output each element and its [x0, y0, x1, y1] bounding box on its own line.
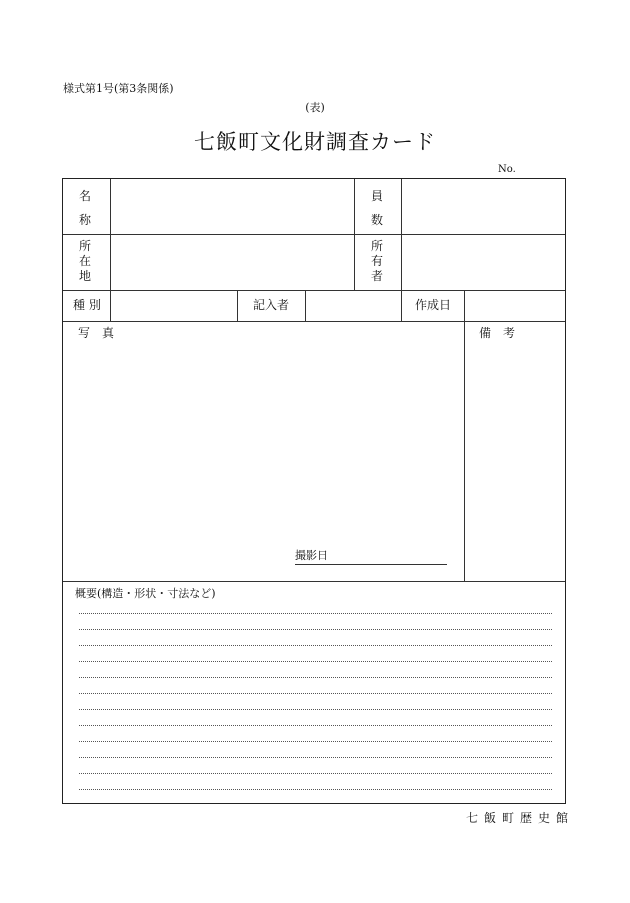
- row-divider: [63, 321, 565, 322]
- form-number-note: 様式第1号(第3条関係): [63, 82, 174, 95]
- col-divider: [110, 179, 111, 290]
- col-divider: [305, 290, 306, 321]
- recorder-label: 記入者: [253, 298, 290, 312]
- col-divider: [401, 290, 402, 321]
- writing-line: [79, 789, 552, 790]
- row-divider: [63, 234, 565, 235]
- writing-line: [79, 613, 552, 614]
- number-label: No.: [498, 164, 516, 175]
- writing-line: [79, 709, 552, 710]
- photo-date-underline: [295, 564, 447, 565]
- page-title: 七飯町文化財調査カード: [194, 130, 436, 154]
- owner-label: 所 有 者: [371, 239, 384, 283]
- writing-line: [79, 693, 552, 694]
- overview-label: 概要(構造・形状・寸法など): [75, 587, 216, 600]
- col-divider: [237, 290, 238, 321]
- writing-line: [79, 661, 552, 662]
- writing-line: [79, 757, 552, 758]
- name-label: 名 称: [79, 189, 92, 227]
- location-label: 所 在 地: [79, 239, 92, 283]
- writing-line: [79, 773, 552, 774]
- col-divider: [354, 179, 355, 290]
- writing-line: [79, 741, 552, 742]
- photo-date-label: 撮影日: [295, 549, 328, 562]
- writing-line: [79, 629, 552, 630]
- member-count-label: 員 数: [371, 189, 384, 227]
- col-divider: [110, 290, 111, 321]
- col-divider: [464, 290, 465, 321]
- row-divider: [63, 290, 565, 291]
- col-divider: [464, 321, 465, 581]
- created-date-label: 作成日: [415, 298, 452, 312]
- remarks-label: 備 考: [479, 326, 516, 340]
- row-divider: [63, 581, 565, 582]
- issuer-name: 七飯町歴史館: [466, 811, 575, 825]
- writing-line: [79, 677, 552, 678]
- survey-card-form: [62, 178, 566, 804]
- type-label: 種 別: [73, 298, 101, 312]
- writing-line: [79, 645, 552, 646]
- writing-line: [79, 725, 552, 726]
- side-label: (表): [305, 101, 325, 114]
- col-divider: [401, 179, 402, 290]
- photo-label: 写 真: [78, 326, 115, 340]
